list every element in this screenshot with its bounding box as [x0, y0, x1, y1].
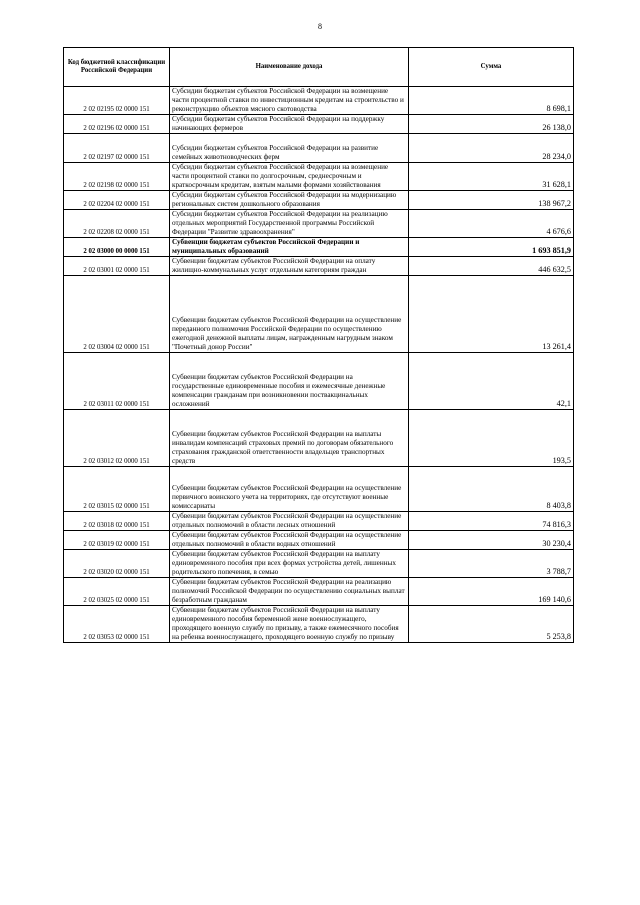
row-name: Субвенции бюджетам субъектов Российской Федерации на реализацию полномочий Российской Федерации по осуществлению социальных выплат безработным гражданам — [170, 578, 409, 606]
row-name: Субвенции бюджетам субъектов Российской Федерации на осуществление отдельных полномочий в области лесных отношений — [170, 512, 409, 531]
row-code: 2 02 03012 02 0000 151 — [64, 410, 170, 467]
row-code: 2 02 03053 02 0000 151 — [64, 606, 170, 643]
row-name: Субвенции бюджетам субъектов Российской Федерации на выплату единовременного пособия беременной жене военнослужащего, проходящего военную службу по призыву, а также ежемесячного пособия на ребенка военнослужащего, проходящего военную службу по призыву — [170, 606, 409, 643]
table-row — [64, 163, 574, 191]
row-code: 2 02 03000 00 0000 151 — [64, 238, 170, 257]
row-code: 2 02 02204 02 0000 151 — [64, 191, 170, 210]
row-code: 2 02 03001 02 0000 151 — [64, 257, 170, 276]
row-sum: 138 967,2 — [409, 191, 574, 210]
row-name: Субсидии бюджетам субъектов Российской Федерации на возмещение части процентной ставки по инвестиционным кредитам на строительство и реконструкцию объектов мясного скотоводства — [170, 87, 409, 115]
table-row — [64, 578, 574, 606]
row-sum: 30 230,4 — [409, 531, 574, 550]
row-sum: 28 234,0 — [409, 134, 574, 163]
row-code: 2 02 03015 02 0000 151 — [64, 467, 170, 512]
budget-income-table — [63, 47, 574, 643]
page-number: 8 — [318, 22, 322, 31]
row-sum: 31 628,1 — [409, 163, 574, 191]
row-sum: 1 693 851,9 — [409, 238, 574, 257]
table-header-row — [64, 48, 574, 87]
row-name: Субвенции бюджетам субъектов Российской Федерации и муниципальных образований — [170, 238, 409, 257]
row-code: 2 02 02208 02 0000 151 — [64, 210, 170, 238]
row-code: 2 02 03025 02 0000 151 — [64, 578, 170, 606]
row-sum: 26 138,0 — [409, 115, 574, 134]
row-code: 2 02 02197 02 0000 151 — [64, 134, 170, 163]
table-row — [64, 512, 574, 531]
table-row — [64, 467, 574, 512]
row-code: 2 02 03019 02 0000 151 — [64, 531, 170, 550]
header-name: Наименование дохода — [170, 48, 409, 87]
row-code: 2 02 02196 02 0000 151 — [64, 115, 170, 134]
header-sum: Сумма — [409, 48, 574, 87]
table-row — [64, 531, 574, 550]
row-code: 2 02 03011 02 0000 151 — [64, 353, 170, 410]
row-code: 2 02 03004 02 0000 151 — [64, 276, 170, 353]
row-name: Субвенции бюджетам субъектов Российской Федерации на осуществление первичного воинского учета на территориях, где отсутствуют военные комиссариаты — [170, 467, 409, 512]
table-row — [64, 276, 574, 353]
table-row — [64, 87, 574, 115]
table-row — [64, 353, 574, 410]
table-row — [64, 210, 574, 238]
header-code: Код бюджетной классификации Российской Федерации — [64, 48, 170, 87]
row-sum: 3 788,7 — [409, 550, 574, 578]
row-sum: 8 698,1 — [409, 87, 574, 115]
row-name: Субвенции бюджетам субъектов Российской Федерации на осуществление переданного полномочия Российской Федерации по осуществлению ежегодной денежной выплаты лицам, награжденным нагрудным знаком "Почетный донор России" — [170, 276, 409, 353]
row-code: 2 02 02195 02 0000 151 — [64, 87, 170, 115]
row-name: Субсидии бюджетам субъектов Российской Федерации на развитие семейных животноводческих ферм — [170, 134, 409, 163]
row-code: 2 02 02198 02 0000 151 — [64, 163, 170, 191]
row-name: Субсидии бюджетам субъектов Российской Федерации на модернизацию региональных систем дошкольного образования — [170, 191, 409, 210]
table-row — [64, 191, 574, 210]
row-name: Субвенции бюджетам субъектов Российской Федерации на оплату жилищно-коммунальных услуг отдельным категориям граждан — [170, 257, 409, 276]
row-name: Субсидии бюджетам субъектов Российской Федерации на реализацию отдельных мероприятий Государственной программы Российской Федерации "Развитие здравоохранения" — [170, 210, 409, 238]
row-name: Субвенции бюджетам субъектов Российской Федерации на осуществление отдельных полномочий в области водных отношений — [170, 531, 409, 550]
row-name: Субвенции бюджетам субъектов Российской Федерации на государственные единовременные пособия и ежемесячные денежные компенсации гражданам при возникновении поствакцинальных осложнений — [170, 353, 409, 410]
table-row — [64, 134, 574, 163]
row-sum: 193,5 — [409, 410, 574, 467]
table-row — [64, 410, 574, 467]
row-name: Субсидии бюджетам субъектов Российской Федерации на поддержку начинающих фермеров — [170, 115, 409, 134]
row-sum: 5 253,8 — [409, 606, 574, 643]
row-name: Субсидии бюджетам субъектов Российской Федерации на возмещение части процентной ставки по долгосрочным, среднесрочным и краткосрочным кредитам, взятым малыми формами хозяйствования — [170, 163, 409, 191]
row-sum: 446 632,5 — [409, 257, 574, 276]
table-row — [64, 550, 574, 578]
table-row — [64, 115, 574, 134]
row-sum: 4 676,6 — [409, 210, 574, 238]
table-row — [64, 257, 574, 276]
row-name: Субвенции бюджетам субъектов Российской Федерации на выплаты инвалидам компенсаций страховых премий по договорам обязательного страхования гражданской ответственности владельцев транспортных средств — [170, 410, 409, 467]
row-sum: 42,1 — [409, 353, 574, 410]
row-sum: 74 816,3 — [409, 512, 574, 531]
row-sum: 8 403,8 — [409, 467, 574, 512]
row-name: Субвенции бюджетам субъектов Российской Федерации на выплату единовременного пособия при всех формах устройства детей, лишенных родительского попечения, в семью — [170, 550, 409, 578]
table-row — [64, 606, 574, 643]
row-code: 2 02 03020 02 0000 151 — [64, 550, 170, 578]
table-row-total — [64, 238, 574, 257]
row-sum: 169 140,6 — [409, 578, 574, 606]
row-sum: 13 261,4 — [409, 276, 574, 353]
row-code: 2 02 03018 02 0000 151 — [64, 512, 170, 531]
